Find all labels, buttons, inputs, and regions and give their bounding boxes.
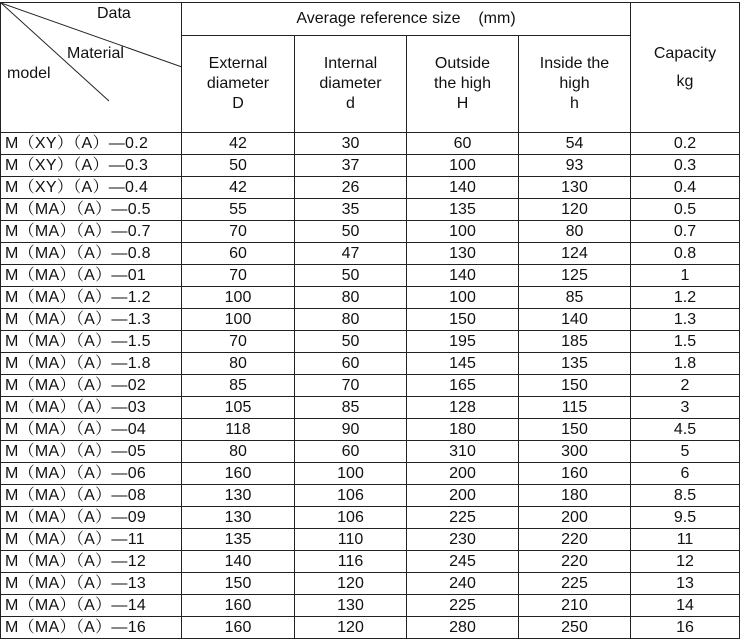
capacity-cell: 8.5: [631, 485, 740, 507]
internal-diameter-cell: 90: [295, 419, 407, 441]
table-row: [1, 155, 740, 177]
table-row: [1, 309, 740, 331]
outside-height-cell: 225: [407, 507, 519, 529]
internal-diameter-cell: 50: [295, 331, 407, 353]
model-cell: M（MA）（A）—12: [1, 551, 182, 573]
internal-diameter-cell: 116: [295, 551, 407, 573]
external-diameter-header: [182, 36, 295, 133]
outside-height-cell: 130: [407, 243, 519, 265]
corner-model-label: model: [7, 65, 51, 82]
model-cell: M（MA）（A）—03: [1, 397, 182, 419]
capacity-cell: 0.8: [631, 243, 740, 265]
model-cell: M（MA）（A）—1.2: [1, 287, 182, 309]
internal-diameter-cell: 47: [295, 243, 407, 265]
outside-height-cell: 225: [407, 595, 519, 617]
model-cell: M（MA）（A）—0.7: [1, 221, 182, 243]
inside-height-cell: 220: [519, 551, 631, 573]
capacity-cell: 16: [631, 617, 740, 639]
model-cell: M（XY）（A）—0.3: [1, 155, 182, 177]
spec-table-wrapper: [0, 2, 740, 639]
capacity-cell: 5: [631, 441, 740, 463]
outside-height-cell: 240: [407, 573, 519, 595]
inside-height-cell: 140: [519, 309, 631, 331]
model-cell: M（MA）（A）—0.5: [1, 199, 182, 221]
external-diameter-cell: 150: [182, 573, 295, 595]
model-cell: M（MA）（A）—1.8: [1, 353, 182, 375]
header-line: the high: [434, 75, 491, 92]
table-row: [1, 331, 740, 353]
inside-height-cell: 93: [519, 155, 631, 177]
external-diameter-cell: 85: [182, 375, 295, 397]
table-row: [1, 617, 740, 639]
internal-diameter-cell: 130: [295, 595, 407, 617]
model-cell: M（XY）（A）—0.2: [1, 133, 182, 155]
outside-height-cell: 100: [407, 155, 519, 177]
table-row: [1, 243, 740, 265]
capacity-cell: 0.4: [631, 177, 740, 199]
inside-height-cell: 124: [519, 243, 631, 265]
corner-material-label: Material: [67, 45, 124, 62]
internal-diameter-cell: 106: [295, 507, 407, 529]
inside-height-cell: 150: [519, 375, 631, 397]
inside-height-cell: 85: [519, 287, 631, 309]
external-diameter-cell: 105: [182, 397, 295, 419]
capacity-cell: 13: [631, 573, 740, 595]
capacity-cell: 0.5: [631, 199, 740, 221]
capacity-cell: 1.2: [631, 287, 740, 309]
external-diameter-cell: 160: [182, 595, 295, 617]
inside-height-cell: 120: [519, 199, 631, 221]
external-diameter-cell: 100: [182, 309, 295, 331]
inside-height-cell: 185: [519, 331, 631, 353]
inside-height-cell: 130: [519, 177, 631, 199]
model-cell: M（MA）（A）—02: [1, 375, 182, 397]
table-row: [1, 485, 740, 507]
inside-height-cell: 300: [519, 441, 631, 463]
table-body: [1, 133, 740, 639]
internal-diameter-cell: 70: [295, 375, 407, 397]
outside-height-cell: 200: [407, 463, 519, 485]
outside-height-cell: 140: [407, 265, 519, 287]
external-diameter-cell: 50: [182, 155, 295, 177]
inside-height-cell: 250: [519, 617, 631, 639]
capacity-cell: 3: [631, 397, 740, 419]
capacity-cell: 11: [631, 529, 740, 551]
table-row: [1, 507, 740, 529]
outside-height-cell: 100: [407, 221, 519, 243]
internal-diameter-cell: 110: [295, 529, 407, 551]
capacity-header-line1: Capacity: [653, 44, 717, 62]
corner-data-label: Data: [97, 5, 131, 22]
table-row: [1, 133, 740, 155]
header-line: diameter: [206, 75, 270, 92]
table-row: [1, 221, 740, 243]
external-diameter-cell: 55: [182, 199, 295, 221]
internal-diameter-cell: 26: [295, 177, 407, 199]
external-diameter-cell: 80: [182, 441, 295, 463]
capacity-cell: 1.5: [631, 331, 740, 353]
model-cell: M（XY）（A）—0.4: [1, 177, 182, 199]
internal-diameter-cell: 106: [295, 485, 407, 507]
external-diameter-cell: 42: [182, 177, 295, 199]
external-diameter-cell: 70: [182, 331, 295, 353]
outside-height-cell: 245: [407, 551, 519, 573]
internal-diameter-cell: 60: [295, 353, 407, 375]
inside-height-cell: 150: [519, 419, 631, 441]
header-line: diameter: [319, 75, 382, 92]
outside-height-cell: 60: [407, 133, 519, 155]
table-row: [1, 265, 740, 287]
table-row: [1, 353, 740, 375]
model-cell: M（MA）（A）—0.8: [1, 243, 182, 265]
table-row: [1, 375, 740, 397]
table-row: [1, 177, 740, 199]
header-symbol: d: [346, 95, 355, 112]
external-diameter-cell: 100: [182, 287, 295, 309]
outside-height-cell: 280: [407, 617, 519, 639]
capacity-header: [631, 3, 740, 133]
table-row: [1, 441, 740, 463]
internal-diameter-cell: 50: [295, 265, 407, 287]
inside-height-cell: 115: [519, 397, 631, 419]
outside-height-cell: 140: [407, 177, 519, 199]
inside-height-cell: 200: [519, 507, 631, 529]
capacity-cell: 0.2: [631, 133, 740, 155]
capacity-cell: 2: [631, 375, 740, 397]
model-cell: M（MA）（A）—1.3: [1, 309, 182, 331]
outside-height-cell: 135: [407, 199, 519, 221]
model-cell: M（MA）（A）—04: [1, 419, 182, 441]
inside-height-cell: 220: [519, 529, 631, 551]
model-cell: M（MA）（A）—16: [1, 617, 182, 639]
external-diameter-cell: 160: [182, 463, 295, 485]
internal-diameter-cell: 30: [295, 133, 407, 155]
table-row: [1, 595, 740, 617]
internal-diameter-cell: 60: [295, 441, 407, 463]
capacity-cell: 0.3: [631, 155, 740, 177]
model-cell: M（MA）（A）—09: [1, 507, 182, 529]
model-cell: M（MA）（A）—06: [1, 463, 182, 485]
table-row: [1, 529, 740, 551]
external-diameter-cell: 130: [182, 507, 295, 529]
model-cell: M（MA）（A）—1.5: [1, 331, 182, 353]
external-diameter-cell: 130: [182, 485, 295, 507]
inside-height-cell: 210: [519, 595, 631, 617]
internal-diameter-cell: 120: [295, 617, 407, 639]
outside-height-cell: 145: [407, 353, 519, 375]
outside-height-cell: 165: [407, 375, 519, 397]
internal-diameter-cell: 37: [295, 155, 407, 177]
table-row: [1, 397, 740, 419]
table-row: [1, 287, 740, 309]
outside-height-cell: 180: [407, 419, 519, 441]
capacity-cell: 0.7: [631, 221, 740, 243]
header-symbol: D: [232, 95, 244, 112]
external-diameter-cell: 70: [182, 265, 295, 287]
external-diameter-cell: 160: [182, 617, 295, 639]
header-line: Inside the: [539, 55, 610, 72]
external-diameter-cell: 140: [182, 551, 295, 573]
capacity-header-unit: kg: [676, 72, 694, 90]
average-reference-size-header: Average reference size (mm): [182, 3, 631, 36]
external-diameter-cell: 135: [182, 529, 295, 551]
internal-diameter-header: [295, 36, 407, 133]
external-diameter-cell: 80: [182, 353, 295, 375]
spec-table: [0, 2, 740, 639]
internal-diameter-cell: 50: [295, 221, 407, 243]
table-row: [1, 419, 740, 441]
header-symbol: H: [456, 95, 469, 112]
capacity-cell: 14: [631, 595, 740, 617]
header-corner-cell: [1, 3, 182, 133]
table-row: [1, 551, 740, 573]
capacity-cell: 1.8: [631, 353, 740, 375]
external-diameter-cell: 60: [182, 243, 295, 265]
inside-height-cell: 160: [519, 463, 631, 485]
header-line: Internal: [323, 55, 378, 72]
model-cell: M（MA）（A）—13: [1, 573, 182, 595]
table-row: [1, 463, 740, 485]
header-line: External: [208, 55, 268, 72]
capacity-cell: 1.3: [631, 309, 740, 331]
external-diameter-cell: 70: [182, 221, 295, 243]
outside-height-cell: 128: [407, 397, 519, 419]
capacity-cell: 4.5: [631, 419, 740, 441]
inside-height-cell: 80: [519, 221, 631, 243]
outside-height-header: [407, 36, 519, 133]
capacity-cell: 9.5: [631, 507, 740, 529]
internal-diameter-cell: 85: [295, 397, 407, 419]
inside-height-cell: 125: [519, 265, 631, 287]
inside-height-cell: 135: [519, 353, 631, 375]
inside-height-cell: 225: [519, 573, 631, 595]
model-cell: M（MA）（A）—05: [1, 441, 182, 463]
internal-diameter-cell: 120: [295, 573, 407, 595]
outside-height-cell: 195: [407, 331, 519, 353]
model-cell: M（MA）（A）—11: [1, 529, 182, 551]
external-diameter-cell: 118: [182, 419, 295, 441]
outside-height-cell: 200: [407, 485, 519, 507]
outside-height-cell: 310: [407, 441, 519, 463]
inside-height-cell: 180: [519, 485, 631, 507]
header-line: Outside: [434, 55, 491, 72]
internal-diameter-cell: 80: [295, 309, 407, 331]
capacity-cell: 1: [631, 265, 740, 287]
external-diameter-cell: 42: [182, 133, 295, 155]
header-symbol: h: [570, 95, 579, 112]
internal-diameter-cell: 80: [295, 287, 407, 309]
outside-height-cell: 230: [407, 529, 519, 551]
capacity-cell: 6: [631, 463, 740, 485]
capacity-cell: 12: [631, 551, 740, 573]
inside-height-cell: 54: [519, 133, 631, 155]
outside-height-cell: 150: [407, 309, 519, 331]
model-cell: M（MA）（A）—01: [1, 265, 182, 287]
table-row: [1, 573, 740, 595]
model-cell: M（MA）（A）—08: [1, 485, 182, 507]
inside-height-header: [519, 36, 631, 133]
outside-height-cell: 100: [407, 287, 519, 309]
table-row: [1, 199, 740, 221]
model-cell: M（MA）（A）—14: [1, 595, 182, 617]
internal-diameter-cell: 35: [295, 199, 407, 221]
header-line: high: [559, 75, 590, 92]
internal-diameter-cell: 100: [295, 463, 407, 485]
